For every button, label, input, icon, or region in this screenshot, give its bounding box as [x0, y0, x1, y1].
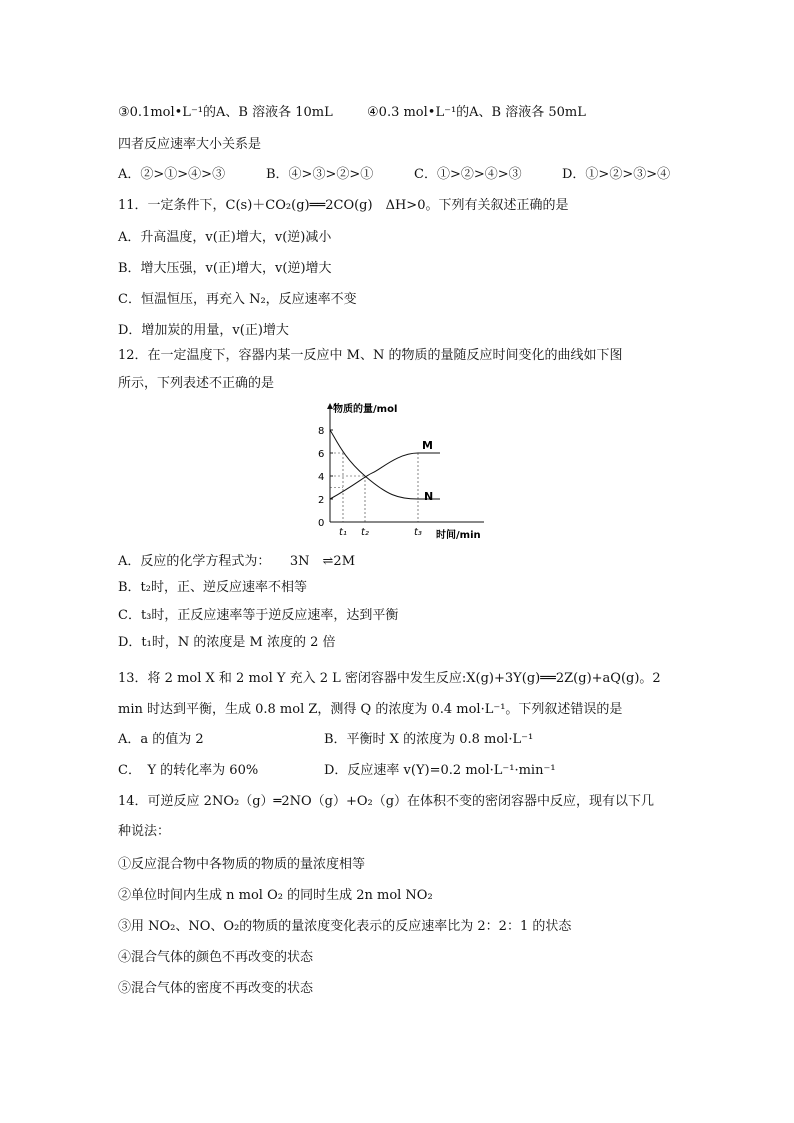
- y-axis-label: 物质的量/mol: [333, 404, 398, 415]
- q13-stem-1: 13．将 2 mol X 和 2 mol Y 充入 2 L 密闭容器中发生反应:X(g)+3Y(g)══2Z(g)+aQ(g)。2: [118, 671, 661, 686]
- option-a: A．②>①>④>③: [118, 167, 226, 182]
- q13-options-row-1: [118, 731, 678, 749]
- q13-options-row-2: [118, 762, 678, 780]
- reaction-graph: [312, 402, 492, 542]
- x-tick-t2: t₂: [361, 527, 369, 538]
- guide-lines: [330, 453, 418, 522]
- y-ticks: [318, 426, 333, 529]
- q14-item-2: ②单位时间内生成 n mol O₂ 的同时生成 2n mol NO₂: [118, 888, 433, 903]
- q14-item-1: ①反应混合物中各物质的物质的量浓度相等: [118, 857, 366, 872]
- y-tick-label-4: 4: [318, 472, 325, 483]
- q12-option-a: A．反应的化学方程式为： 3N ⇌2M: [118, 554, 356, 569]
- q14-item-4: ④混合气体的颜色不再改变的状态: [118, 950, 314, 965]
- q10-question: 四者反应速率大小关系是: [118, 137, 262, 152]
- q14-stem-2: 种说法：: [118, 824, 171, 839]
- q14-item-3: ③用 NO₂、NO、O₂的物质的量浓度变化表示的反应速率比为 2：2：1 的状态: [118, 919, 572, 934]
- x-tick-t1: t₁: [339, 527, 347, 538]
- q13-option-b: B．平衡时 X 的浓度为 0.8 mol·L⁻¹: [324, 732, 534, 747]
- q13-option-d: D．反应速率 v(Y)=0.2 mol·L⁻¹·min⁻¹: [324, 763, 556, 778]
- q14-stem-1: 14．可逆反应 2NO₂（g）═2NO（g）+O₂（g）在体积不变的密闭容器中反应，现有以下几: [118, 794, 655, 809]
- q10-line-1: [118, 104, 586, 122]
- q10-item-4: ④0.3 mol•L⁻¹的A、B 溶液各 50mL: [367, 105, 586, 120]
- q13-stem-2: min 时达到平衡，生成 0.8 mol Z，测得 Q 的浓度为 0.4 mol·L⁻¹。下列叙述错误的是: [118, 702, 623, 717]
- option-b: B．④>③>②>①: [266, 167, 374, 182]
- q11-option-a: A．升高温度，v(正)增大，v(逆)减小: [118, 230, 332, 245]
- y-tick-label-6: 6: [318, 449, 325, 460]
- q13-option-c: C． Y 的转化率为 60%: [118, 763, 259, 778]
- q11-option-d: D．增加炭的用量，v(正)增大: [118, 323, 289, 338]
- q14-item-5: ⑤混合气体的密度不再改变的状态: [118, 981, 314, 996]
- y-tick-label-2: 2: [318, 495, 325, 506]
- q13-option-a: A．a 的值为 2: [118, 732, 204, 747]
- series-m-label: M: [422, 439, 433, 452]
- x-tick-t3: t₃: [414, 527, 422, 538]
- q10-item-3: ③0.1mol•L⁻¹的A、B 溶液各 10mL: [118, 105, 333, 120]
- q12-option-d: D．t₁时，N 的浓度是 M 浓度的 2 倍: [118, 635, 336, 650]
- option-d: D．①>②>③>④: [562, 167, 671, 182]
- q12-option-c: C．t₃时，正反应速率等于逆反应速率，达到平衡: [118, 608, 399, 623]
- q12-stem-1: 12．在一定温度下，容器内某一反应中 M、N 的物质的量随反应时间变化的曲线如下图: [118, 348, 623, 363]
- y-tick-label-0: 0: [318, 518, 325, 529]
- q12-stem-2: 所示，下列表述不正确的是: [118, 376, 275, 391]
- q11-option-c: C．恒温恒压，再充入 N₂，反应速率不变: [118, 292, 357, 307]
- q12-option-b: B．t₂时，正、逆反应速率不相等: [118, 580, 307, 595]
- option-c: C．①>②>④>③: [414, 167, 522, 182]
- series-n-label: N: [424, 490, 434, 503]
- x-axis-label: 时间/min: [436, 530, 481, 541]
- q11-option-b: B．增大压强，v(正)增大，v(逆)增大: [118, 261, 332, 276]
- q11-stem: 11．一定条件下，C(s)＋CO₂(g)══2CO(g) ΔH>0。下列有关叙述正确的是: [118, 198, 569, 213]
- y-tick-label-8: 8: [318, 426, 325, 437]
- q10-options: [118, 166, 678, 184]
